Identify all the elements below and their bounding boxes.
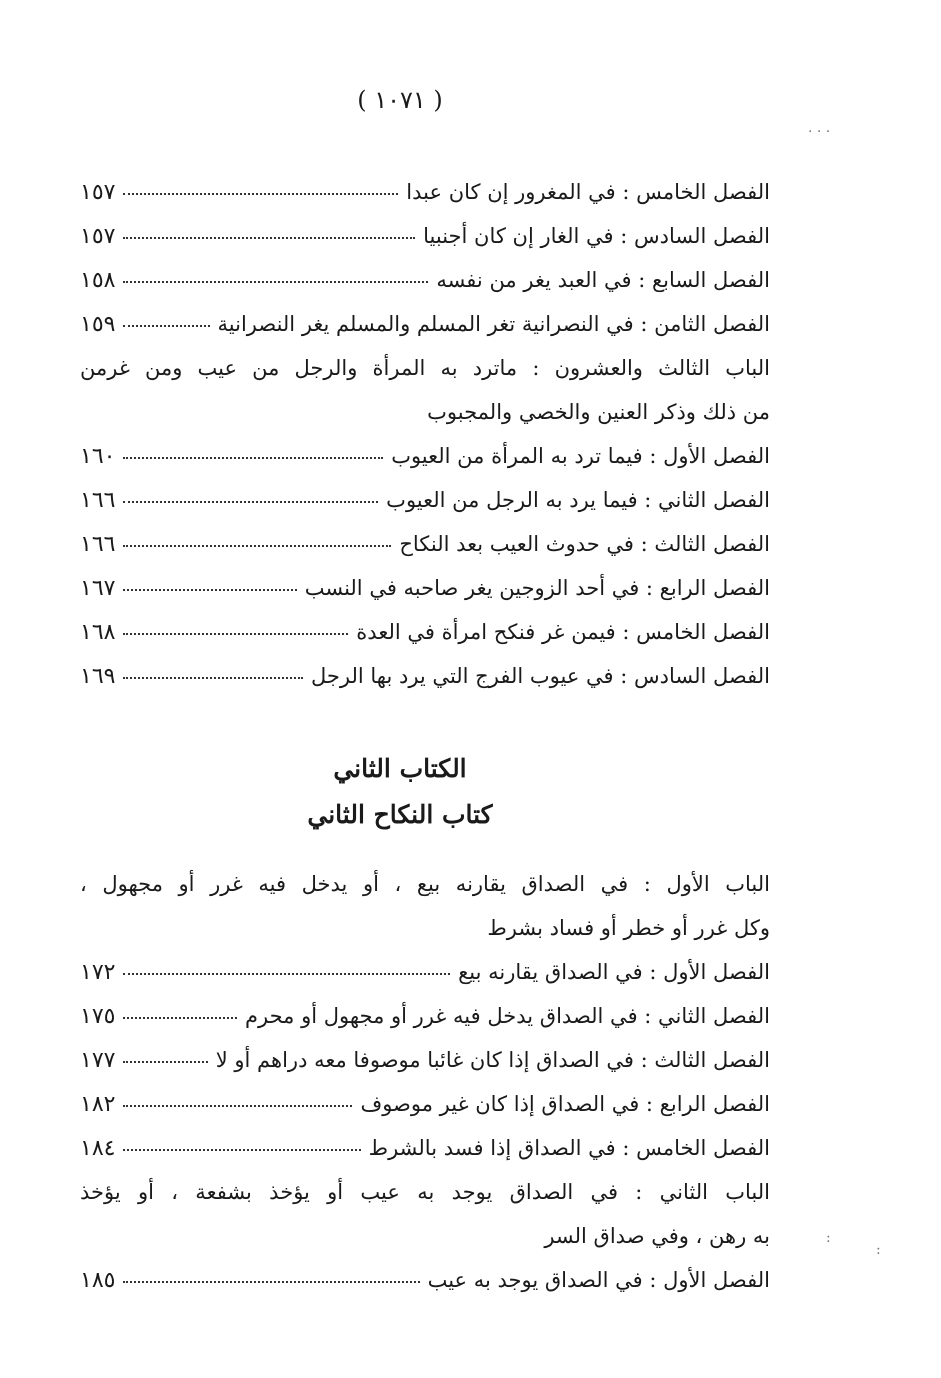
dot-leader xyxy=(123,237,415,239)
toc-entry xyxy=(80,1268,770,1312)
entry-title: الفصل الثالث : في حدوث العيب بعد النكاح xyxy=(399,532,770,556)
dot-leader xyxy=(123,633,348,635)
scan-mark: . . . xyxy=(808,120,831,136)
entry-page: ١٥٧ xyxy=(80,224,116,249)
toc-entry xyxy=(80,312,770,356)
chapter-heading-line: الباب الأول : في الصداق يقارنه بيع ، أو يدخل فيه غرر أو مجهول ، xyxy=(80,872,770,896)
entry-title: الفصل السادس : في الغار إن كان أجنبيا xyxy=(423,224,770,248)
toc-entry xyxy=(80,1048,770,1092)
dot-leader xyxy=(123,501,378,503)
dot-leader xyxy=(123,973,450,975)
entry-title: الفصل الخامس : في الصداق إذا فسد بالشرط xyxy=(368,1136,770,1160)
entry-page: ١٦٧ xyxy=(80,576,116,601)
book-heading: الكتاب الثاني xyxy=(333,754,467,783)
entry-title: الفصل الرابع : في أحد الزوجين يغر صاحبه في النسب xyxy=(304,576,770,600)
toc-entry xyxy=(80,1004,770,1048)
entry-page: ١٨٢ xyxy=(80,1092,116,1117)
entry-title: الفصل الثاني : في الصداق يدخل فيه غرر أو مجهول أو محرم xyxy=(245,1004,770,1028)
dot-leader xyxy=(123,457,383,459)
toc-entry xyxy=(80,268,770,312)
entry-title: الفصل الثاني : فيما يرد به الرجل من العيوب xyxy=(386,488,770,512)
entry-title: الفصل الأول : فيما ترد به المرأة من العيوب xyxy=(391,444,770,468)
dot-leader xyxy=(123,325,209,327)
entry-page: ١٧٥ xyxy=(80,1004,116,1029)
toc-section-1 xyxy=(80,180,770,708)
entry-page: ١٦٦ xyxy=(80,488,116,513)
dot-leader xyxy=(123,589,296,591)
entry-page: ١٦٦ xyxy=(80,532,116,557)
dot-leader xyxy=(123,1149,360,1151)
entry-title: الفصل الثالث : في الصداق إذا كان غائبا موصوفا معه دراهم أو لا xyxy=(215,1048,770,1072)
entry-title: الفصل الأول : في الصداق يوجد به عيب xyxy=(427,1268,770,1292)
entry-title: الفصل السادس : في عيوب الفرج التي يرد بها الرجل xyxy=(311,664,770,688)
entry-title: الفصل الخامس : فيمن غر فنكح امرأة في العدة xyxy=(356,620,770,644)
entry-page: ١٧٢ xyxy=(80,960,116,985)
toc-entry xyxy=(80,180,770,224)
toc-entry xyxy=(80,620,770,664)
entry-page: ١٦٠ xyxy=(80,444,116,469)
entry-page: ١٥٧ xyxy=(80,180,116,205)
dot-leader xyxy=(123,1281,419,1283)
entry-page: ١٧٧ xyxy=(80,1048,116,1073)
entry-page: ١٦٨ xyxy=(80,620,116,645)
entry-title: الفصل الرابع : في الصداق إذا كان غير موصوف xyxy=(360,1092,770,1116)
toc-entry xyxy=(80,576,770,620)
dot-leader xyxy=(123,1061,207,1063)
dot-leader xyxy=(123,1017,237,1019)
toc-entry xyxy=(80,224,770,268)
toc-entry xyxy=(80,960,770,1004)
chapter-heading-line: من ذلك وذكر العنين والخصي والمجبوب xyxy=(427,400,770,424)
chapter-heading-line: به رهن ، وفي صداق السر xyxy=(544,1224,770,1248)
entry-page: ١٨٤ xyxy=(80,1136,116,1161)
entry-page: ١٥٨ xyxy=(80,268,116,293)
toc-entry xyxy=(80,664,770,708)
entry-title: الفصل السابع : في العبد يغر من نفسه xyxy=(436,268,770,292)
dot-leader xyxy=(123,281,428,283)
entry-page: ١٦٩ xyxy=(80,664,116,689)
toc-entry xyxy=(80,1136,770,1180)
toc-section-2 xyxy=(80,872,770,1312)
chapter-heading-line: الباب الثالث والعشرون : ماترد به المرأة والرجل من عيب ومن غرمن xyxy=(80,356,770,380)
toc-entry xyxy=(80,1092,770,1136)
scan-mark: : xyxy=(826,1230,831,1246)
entry-page: ١٨٥ xyxy=(80,1268,116,1293)
chapter-heading-line: الباب الثاني : في الصداق يوجد به عيب أو يؤخذ بشفعة ، أو يؤخذ xyxy=(80,1180,770,1204)
toc-entry xyxy=(80,532,770,576)
dot-leader xyxy=(123,193,398,195)
toc-entry xyxy=(80,488,770,532)
dot-leader xyxy=(123,677,303,679)
entry-page: ١٥٩ xyxy=(80,312,116,337)
book-title: كتاب النكاح الثاني xyxy=(307,800,493,829)
page-number: ( ١٠٧١ ) xyxy=(357,86,443,114)
toc-entry xyxy=(80,444,770,488)
dot-leader xyxy=(123,1105,352,1107)
entry-title: الفصل الأول : في الصداق يقارنه بيع xyxy=(458,960,770,984)
entry-title: الفصل الثامن : في النصرانية تغر المسلم والمسلم يغر النصرانية xyxy=(217,312,770,336)
dot-leader xyxy=(123,545,391,547)
chapter-heading-line: وكل غرر أو خطر أو فساد بشرط xyxy=(487,916,770,940)
entry-title: الفصل الخامس : في المغرور إن كان عبدا xyxy=(406,180,770,204)
scan-mark: : xyxy=(876,1242,881,1258)
